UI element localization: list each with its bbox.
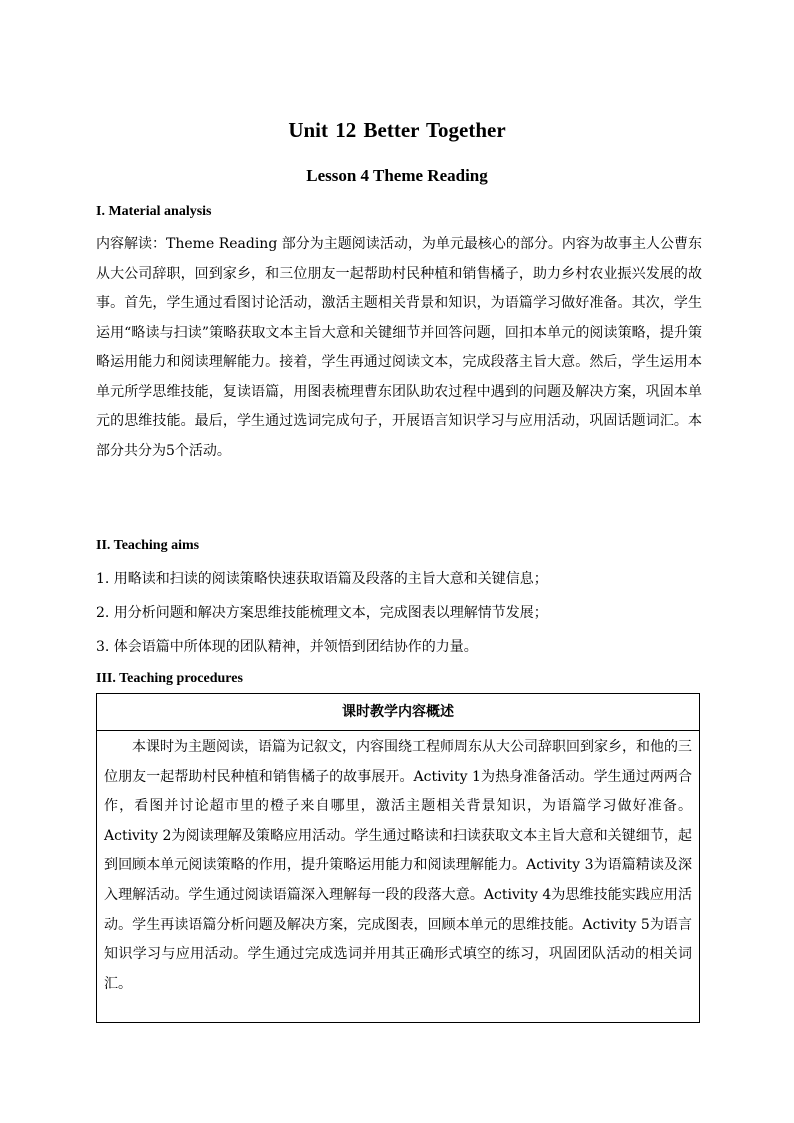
- teaching-aims-list: [96, 562, 702, 664]
- teaching-procedures-heading: III. Teaching procedures: [96, 671, 243, 686]
- teaching-aim-item: 1. 用略读和扫读的阅读策略快速获取语篇及段落的主旨大意和关键信息；: [96, 571, 548, 587]
- lesson-subtitle: Lesson 4 Theme Reading: [306, 166, 488, 185]
- lesson-overview-table: [96, 693, 700, 1023]
- material-analysis-paragraph: 内容解读：Theme Reading 部分为主题阅读活动，为单元最核心的部分。内容为故事主人公曹东从大公司辞职，回到家乡，和三位朋友一起帮助村民种植和销售橘子，助力乡村农业振兴发展的故事。首先，学生通过看图讨论活动，激活主题相关背景和知识，为语篇学习做好准备。其次，学生运用“略读与扫读”策略获取文本主旨大意和关键细节并回答问题，回扣本单元的阅读策略，提升策略运用能力和阅读理解能力。接着，学生再通过阅读文本，完成段落主旨大意。然后，学生运用本单元所学思维技能，复读语篇，用图表梳理曹东团队助农过程中遇到的问题及解决方案，巩固本单元的思维技能。最后，学生通过选词完成句子，开展语言知识学习与应用活动，巩固话题词汇。本部分共分为5个活动。: [96, 236, 702, 459]
- unit-title: Unit 12 Better Together: [288, 118, 506, 142]
- material-analysis-heading: I. Material analysis: [96, 204, 212, 219]
- teaching-aim-item: 2. 用分析问题和解决方案思维技能梳理文本，完成图表以理解情节发展；: [96, 605, 548, 621]
- teaching-aims-heading: II. Teaching aims: [96, 538, 200, 553]
- lesson-overview-header: 课时教学内容概述: [97, 694, 699, 731]
- teaching-aim-item: 3. 体会语篇中所体现的团队精神，并领悟到团结协作的力量。: [96, 639, 478, 655]
- lesson-overview-text: 本课时为主题阅读，语篇为记叙文，内容围绕工程师周东从大公司辞职回到家乡，和他的三位朋友一起帮助村民种植和销售橘子的故事展开。Activity 1为热身准备活动。学生通过两两合作，看图并讨论超市里的橙子来自哪里，激活主题相关背景知识，为语篇学习做好准备。Activity 2为阅读理解及策略应用活动。学生通过略读和扫读获取文本主旨大意和关键细节，起到回顾本单元阅读策略的作用，提升策略运用能力和阅读理解能力。Activity 3为语篇精读及深入理解活动。学生通过阅读语篇深入理解每一段的段落大意。Activity 4为思维技能实践应用活动。学生再读语篇分析问题及解决方案，完成图表，回顾本单元的思维技能。Activity 5为语言知识学习与应用活动。学生通过完成选词并用其正确形式填空的练习，巩固团队活动的相关词汇。: [104, 739, 692, 992]
